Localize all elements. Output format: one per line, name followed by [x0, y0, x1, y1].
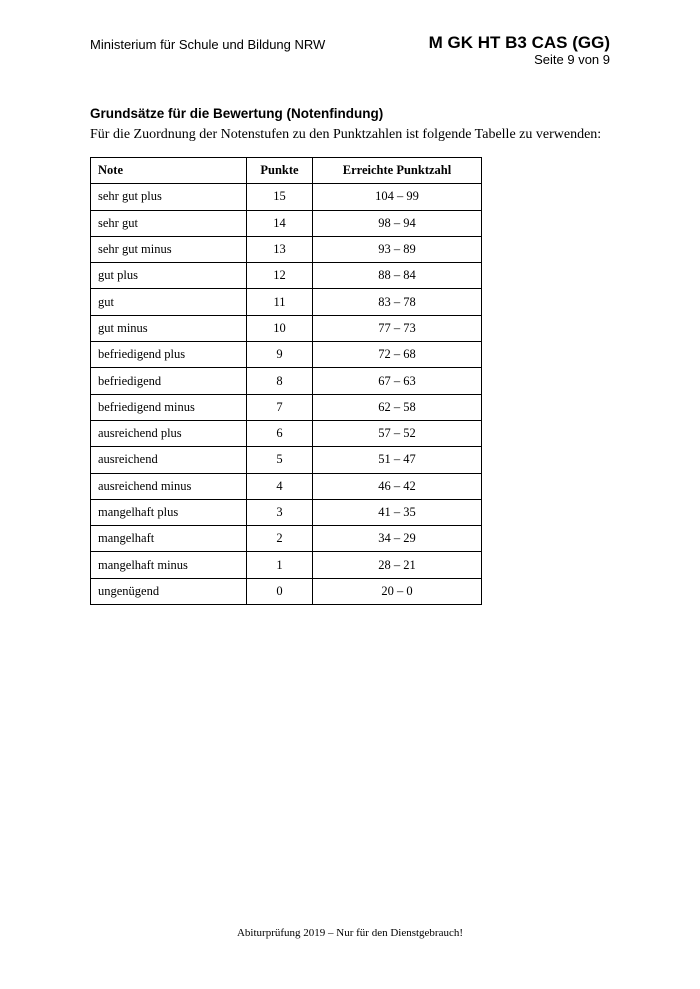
grade-points: 4 [247, 473, 313, 499]
table-row [91, 394, 482, 420]
grade-points: 15 [247, 184, 313, 210]
grade-label: gut [91, 289, 247, 315]
table-row [91, 499, 482, 525]
header-punkte: Punkte [247, 158, 313, 184]
grade-score-range: 83 – 78 [313, 289, 482, 315]
grade-label: gut plus [91, 263, 247, 289]
grade-score-range: 77 – 73 [313, 315, 482, 341]
header-note: Note [91, 158, 247, 184]
grade-points: 13 [247, 236, 313, 262]
table-header-row [91, 158, 482, 184]
section-title: Grundsätze für die Bewertung (Notenfindung) [90, 106, 384, 121]
table-row [91, 578, 482, 604]
exam-code: M GK HT B3 CAS (GG) [428, 33, 610, 52]
grade-label: ausreichend plus [91, 420, 247, 446]
grade-label: mangelhaft minus [91, 552, 247, 578]
grade-score-range: 51 – 47 [313, 447, 482, 473]
grade-score-range: 93 – 89 [313, 236, 482, 262]
grade-label: befriedigend minus [91, 394, 247, 420]
grade-label: sehr gut minus [91, 236, 247, 262]
grade-points: 8 [247, 368, 313, 394]
table-row [91, 342, 482, 368]
table-row [91, 289, 482, 315]
intro-text: Für die Zuordnung der Notenstufen zu den Punktzahlen ist folgende Tabelle zu verwenden: [90, 127, 602, 142]
grade-points: 6 [247, 420, 313, 446]
grade-label: ungenügend [91, 578, 247, 604]
document-header [429, 33, 610, 67]
grade-score-range: 62 – 58 [313, 394, 482, 420]
grade-score-range: 46 – 42 [313, 473, 482, 499]
grade-label: sehr gut plus [91, 184, 247, 210]
table-row [91, 368, 482, 394]
table-row [91, 526, 482, 552]
grade-points: 14 [247, 210, 313, 236]
grade-table [90, 157, 482, 605]
grade-points: 2 [247, 526, 313, 552]
grade-points: 3 [247, 499, 313, 525]
table-row [91, 315, 482, 341]
grade-label: mangelhaft plus [91, 499, 247, 525]
grade-score-range: 98 – 94 [313, 210, 482, 236]
grade-label: befriedigend [91, 368, 247, 394]
grade-label: mangelhaft [91, 526, 247, 552]
table-row [91, 447, 482, 473]
grade-label: befriedigend plus [91, 342, 247, 368]
ministry-name: Ministerium für Schule und Bildung NRW [90, 37, 326, 52]
page-number: Seite 9 von 9 [534, 52, 610, 67]
grade-points: 9 [247, 342, 313, 368]
grade-label: ausreichend [91, 447, 247, 473]
grade-points: 12 [247, 263, 313, 289]
grade-label: gut minus [91, 315, 247, 341]
grade-points: 0 [247, 578, 313, 604]
grade-points: 1 [247, 552, 313, 578]
table-row [91, 184, 482, 210]
grade-score-range: 104 – 99 [313, 184, 482, 210]
table-row [91, 236, 482, 262]
table-row [91, 263, 482, 289]
table-row [91, 420, 482, 446]
grade-points: 5 [247, 447, 313, 473]
grade-points: 7 [247, 394, 313, 420]
grade-points: 10 [247, 315, 313, 341]
grade-score-range: 20 – 0 [313, 578, 482, 604]
grade-score-range: 72 – 68 [313, 342, 482, 368]
grade-score-range: 67 – 63 [313, 368, 482, 394]
grade-score-range: 57 – 52 [313, 420, 482, 446]
table-row [91, 552, 482, 578]
grade-points: 11 [247, 289, 313, 315]
grade-score-range: 34 – 29 [313, 526, 482, 552]
footer-text: Abiturprüfung 2019 – Nur für den Dienstgebrauch! [236, 927, 464, 939]
table-row [91, 473, 482, 499]
grade-label: ausreichend minus [91, 473, 247, 499]
table-row [91, 210, 482, 236]
grade-score-range: 88 – 84 [313, 263, 482, 289]
grade-score-range: 28 – 21 [313, 552, 482, 578]
grade-label: sehr gut [91, 210, 247, 236]
grade-table-body [91, 184, 482, 605]
header-punktzahl: Erreichte Punktzahl [313, 158, 482, 184]
grade-score-range: 41 – 35 [313, 499, 482, 525]
